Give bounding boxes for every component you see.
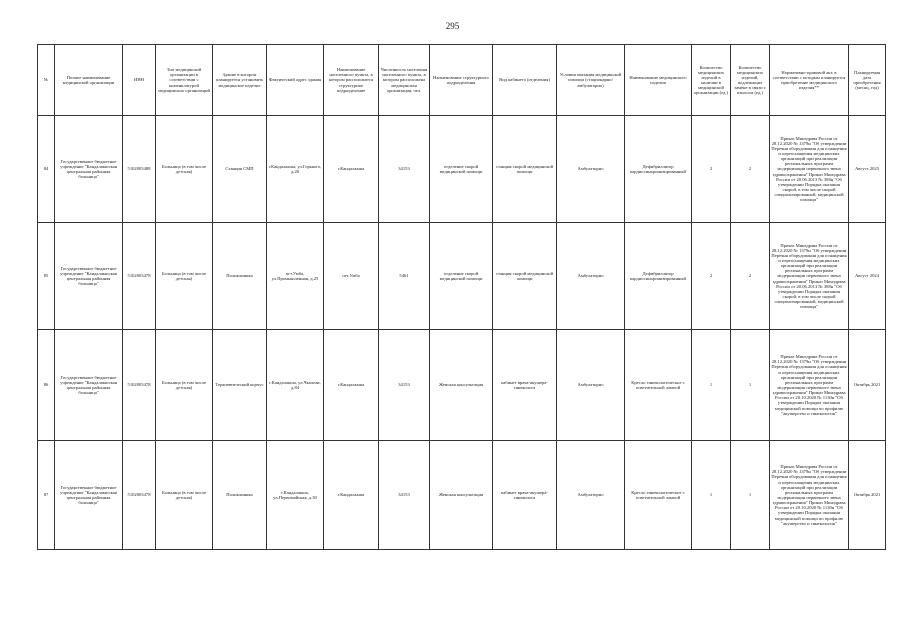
col-header-org-name: Полное наименование медицинской организации [55,45,123,116]
cell-settlement: пгт.Умба [324,223,379,330]
cell-building: Станция СМП [213,116,267,223]
col-header-settlement: Наименование населенного пункта, в котором расположится структурное подразделение [324,45,379,116]
col-header-building: Здание в котором планируется установить медицинское изделие [213,45,267,116]
cell-device: Кресло гинекологическое с осветительной лампой [625,330,692,441]
cell-cabinet: кабинет врача-акушера-гинеколога [493,441,557,550]
cell-unit: отделение скорой медицинской помощи [430,223,493,330]
cell-legal-act: Приказ Минздрава России от 28.12.2020 № 1379н "Об утверждении Перечня оборудования для оснащения и переоснащения медицинских организаций при реализации региональных программ модернизации первичного звена здравоохранения" Приказ Минздрава России от 20.10.2020 № 1130н "Об утверждении Порядка оказания медицинской помощи по профилю "акушерство и гинекология" [770,441,849,550]
cell-address: г.Кандалакша, ул.Чкалова, д.84 [267,330,324,441]
page-number: 295 [445,21,460,31]
cell-conditions: Амбулаторно [557,223,625,330]
cell-settlement: г.Кандалакша [324,441,379,550]
col-header-qty-have: Количество медицинских изделий в наличии в медицинской организации (ед.) [692,45,731,116]
cell-settlement: г.Кандалакша [324,330,379,441]
table-row [38,116,886,223]
cell-conditions: Амбулаторно [557,330,625,441]
cell-org-type: Больница (в том числе детская) [156,330,213,441]
cell-conditions: Амбулаторно [557,116,625,223]
cell-number: 86 [38,330,55,441]
cell-date: Октябрь 2021 [849,441,886,550]
cell-cabinet: станция скорой медицинской помощи [493,116,557,223]
cell-org-name: Государственное бюджетное учреждение "Кандалакшская центральная районная больница" [55,116,123,223]
cell-building: Поликлиника [213,441,267,550]
col-header-device: Наименование медицинского изделия [625,45,692,116]
table-row [38,330,886,441]
cell-conditions: Амбулаторно [557,441,625,550]
cell-qty-replace: 1 [731,330,770,441]
cell-qty-have: 1 [692,330,731,441]
col-header-population: Численность населения населенного пункта, в котором расположена медицинская организация, чел. [379,45,430,116]
equipment-registry-table [37,44,886,550]
cell-unit: Женская консультация [430,441,493,550]
col-header-org-type: Тип медицинской организации в соответствии с номенклатурой медицинских организаций [156,45,213,116]
cell-org-name: Государственное бюджетное учреждение "Кандалакшская центральная районная больница" [55,441,123,550]
col-header-number: № [38,45,55,116]
col-header-address: Фактический адрес здания [267,45,324,116]
cell-qty-replace: 2 [731,223,770,330]
cell-org-name: Государственное бюджетное учреждение "Кандалакшская центральная районная больница" [55,330,123,441]
col-header-legal-act: Нормативно-правовой акт, в соответствии с которым планируется приобретение медицинского изделия** [770,45,849,116]
cell-building: Поликлиника [213,223,267,330]
cell-org-type: Больница (в том числе детская) [156,441,213,550]
cell-org-type: Больница (в том числе детская) [156,223,213,330]
cell-org-name: Государственное бюджетное учреждение "Кандалакшская центральная районная больница" [55,223,123,330]
cell-population: 34153 [379,441,430,550]
cell-number: 85 [38,223,55,330]
cell-number: 84 [38,116,55,223]
cell-inn: 5102003488 [123,116,156,223]
cell-qty-replace: 1 [731,441,770,550]
cell-inn: 5102003478 [123,441,156,550]
cell-settlement: г.Кандалакша [324,116,379,223]
cell-qty-have: 1 [692,441,731,550]
cell-building: Терапевтический корпус [213,330,267,441]
cell-cabinet: кабинет врача-акушера-гинеколога [493,330,557,441]
cell-date: Октябрь 2021 [849,330,886,441]
cell-legal-act: Приказ Минздрава России от 28.12.2020 № 1379н "Об утверждении Перечня оборудования для оснащения и переоснащения медицинских организаций при реализации региональных программ модернизации первичного звена здравоохранения" Приказ Минздрава России от 20.06.2013 № 388н "Об утверждении Порядка оказания скорой, в том числе скорой специализированной, медицинской помощи" [770,116,849,223]
cell-unit: отделение скорой медицинской помощи [430,116,493,223]
cell-org-type: Больница (в том числе детская) [156,116,213,223]
cell-address: г.Кандалакша, ул.Горького, д.20 [267,116,324,223]
cell-device: Дефибриллятор кардиосинхронизированный [625,223,692,330]
cell-device: Дефибриллятор кардиосинхронизированный [625,116,692,223]
cell-unit: Женская консультация [430,330,493,441]
cell-device: Кресло гинекологическое с осветительной лампой [625,441,692,550]
col-header-inn: ИНН [123,45,156,116]
col-header-date: Планируемая дата приобретения (месяц, год) [849,45,886,116]
cell-legal-act: Приказ Минздрава России от 28.12.2020 № 1379н "Об утверждении Перечня оборудования для оснащения и переоснащения медицинских организаций при реализации региональных программ модернизации первичного звена здравоохранения" Приказ Минздрава России от 20.06.2013 № 388н "Об утверждении Порядка оказания скорой, в том числе скорой специализированной, медицинской помощи" [770,223,849,330]
cell-inn: 5102003478 [123,330,156,441]
cell-date: Август 2025 [849,116,886,223]
cell-qty-replace: 2 [731,116,770,223]
col-header-unit: Наименование структурного подразделения [430,45,493,116]
cell-address: г.Кандалакша, ул.Первомайская, д.30 [267,441,324,550]
cell-population: 5461 [379,223,430,330]
cell-legal-act: Приказ Минздрава России от 28.12.2020 № 1379н "Об утверждении Перечня оборудования для оснащения и переоснащения медицинских организаций при реализации региональных программ модернизации первичного звена здравоохранения" Приказ Минздрава России от 20.10.2020 № 1130н "Об утверждении Порядка оказания медицинской помощи по профилю "акушерство и гинекология" [770,330,849,441]
cell-inn: 5102003478 [123,223,156,330]
cell-number: 87 [38,441,55,550]
col-header-qty-replace: Количество медицинских изделий, подлежащих замене в связи с износом (ед.) [731,45,770,116]
table-row [38,441,886,550]
cell-population: 34153 [379,330,430,441]
cell-qty-have: 2 [692,116,731,223]
cell-address: пгт.Умба, ул.Промышленная, д.25 [267,223,324,330]
col-header-conditions: Условия оказания медицинской помощи (стационарно/амбулаторно) [557,45,625,116]
cell-date: Август 2024 [849,223,886,330]
cell-qty-have: 2 [692,223,731,330]
cell-population: 34153 [379,116,430,223]
table-header-row [38,45,886,116]
cell-cabinet: станция скорой медицинской помощи [493,223,557,330]
table-row [38,223,886,330]
col-header-cabinet: Вид кабинета (отделения) [493,45,557,116]
